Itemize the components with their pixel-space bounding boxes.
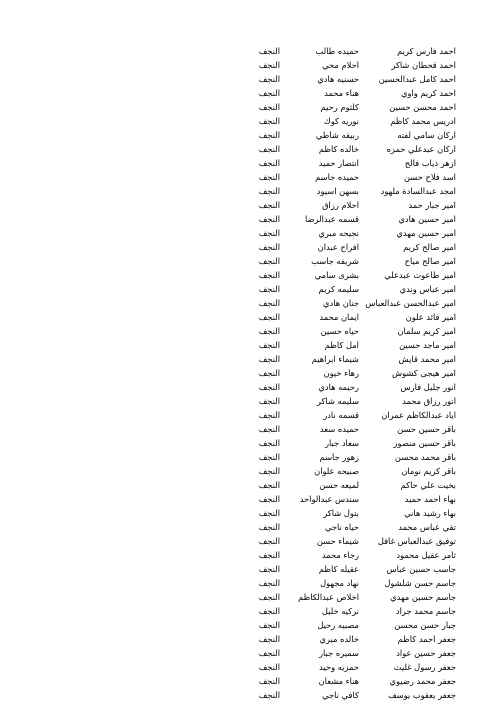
person-name: توفيق عبدالعباس غافل [377,536,456,546]
person-name: امجد عبدالسادة ملهود [380,186,456,196]
list-row [0,380,494,394]
mother-name: كلثوم رحيم [320,102,359,112]
list-row [0,86,494,100]
city-name: النجف [258,228,280,238]
list-row [0,436,494,450]
mother-name: قسمه نادر [323,410,359,420]
person-name: تقي عباس محمد [398,522,456,532]
person-name: جعفر محمد رضيوي [389,676,456,686]
mother-name: قسمه عبدالرضا [304,214,359,224]
mother-name: سليمه كريم [318,284,359,294]
list-row [0,520,494,534]
list-row [0,226,494,240]
person-name: امير حسين مهدي [396,228,456,238]
mother-name: ايمان محمد [319,312,359,322]
list-row [0,352,494,366]
mother-name: سميره جبار [319,648,359,658]
mother-name: زهور جاسم [319,452,359,462]
mother-name: شريفه جاسب [311,256,359,266]
person-name: جبار حسن محسن [394,620,456,630]
mother-name: حسنيه هادي [317,74,359,84]
city-name: النجف [258,284,280,294]
person-name: امير عبدالحسن عبدالعباس [365,298,456,308]
person-name: احمد قحطان شاكر [391,60,456,70]
mother-name: افراح عبدان [317,242,359,252]
person-name: احمد فارس كريم [397,46,456,56]
mother-name: انتصار حميد [318,158,359,168]
person-name: جعفر حسين عواد [396,648,456,658]
city-name: النجف [258,88,280,98]
person-name: امير حسين هادي [398,214,456,224]
mother-name: امل كاظم [324,340,359,350]
person-name: امير فائد علون [405,312,456,322]
city-name: النجف [258,242,280,252]
list-row [0,198,494,212]
list-row [0,604,494,618]
list-row [0,72,494,86]
city-name: النجف [258,452,280,462]
mother-name: رجاء محمد [321,550,359,560]
name-list [0,44,494,702]
city-name: النجف [258,550,280,560]
person-name: امير صالح كريم [403,242,456,252]
list-row [0,506,494,520]
mother-name: اخلاص عبدالكاظم [298,592,359,602]
person-name: انور جليل فارس [400,382,456,392]
mother-name: شيماء حسن [316,536,359,546]
person-name: جاسم حسين مهدي [390,592,456,602]
city-name: النجف [258,480,280,490]
list-row [0,422,494,436]
city-name: النجف [258,270,280,280]
person-name: احمد كريم واوي [400,88,456,98]
city-name: النجف [258,690,280,700]
city-name: النجف [258,326,280,336]
mother-name: بتول شاكر [323,508,359,518]
city-name: النجف [258,536,280,546]
list-row [0,142,494,156]
city-name: النجف [258,494,280,504]
city-name: النجف [258,298,280,308]
city-name: النجف [258,354,280,364]
mother-name: كافي ناجي [322,690,359,700]
mother-name: حمزيه وحيد [319,662,359,672]
person-name: امير ماجد حسين [399,340,456,350]
list-row [0,114,494,128]
list-row [0,618,494,632]
city-name: النجف [258,466,280,476]
mother-name: نجيحه مبري [318,228,359,238]
list-row [0,268,494,282]
list-row [0,688,494,702]
city-name: النجف [258,74,280,84]
person-name: امير عباس وندي [399,284,456,294]
city-name: النجف [258,340,280,350]
person-name: باقر حسين منصور [393,438,456,448]
mother-name: حميده طالب [315,46,359,56]
list-row [0,492,494,506]
person-name: جاسم محمد جراد [395,606,456,616]
city-name: النجف [258,578,280,588]
list-row [0,170,494,184]
person-name: جعفر احمد كاظم [397,634,456,644]
person-name: ثامر عقيل محمود [396,550,456,560]
city-name: النجف [258,634,280,644]
mother-name: بسهن اسيود [316,186,359,196]
mother-name: حميده سعد [319,424,359,434]
list-row [0,548,494,562]
list-row [0,338,494,352]
city-name: النجف [258,662,280,672]
list-row [0,632,494,646]
person-name: اياد عبدالكاظم عمران [381,410,456,420]
list-row [0,660,494,674]
person-name: امير صالح مياح [404,256,456,266]
list-row [0,562,494,576]
city-name: النجف [258,116,280,126]
person-name: باقر حسين حسن [397,424,456,434]
person-name: امير هيجى كشوش [391,368,456,378]
city-name: النجف [258,256,280,266]
city-name: النجف [258,214,280,224]
person-name: جعفر يعقوب يوسف [388,690,456,700]
person-name: ازهر ذياب فالح [404,158,456,168]
city-name: النجف [258,522,280,532]
list-row [0,646,494,660]
mother-name: احلام محي [322,60,359,70]
mother-name: هناء محمد [324,88,359,98]
mother-name: نهاد مجهول [320,578,359,588]
city-name: النجف [258,438,280,448]
city-name: النجف [258,592,280,602]
list-row [0,282,494,296]
list-row [0,324,494,338]
mother-name: حياه ناجي [324,522,359,532]
list-row [0,128,494,142]
mother-name: حميده جاسم [315,172,359,182]
person-name: ادريس محمد كاظم [390,116,456,126]
person-name: امير محمد قايش [398,354,456,364]
person-name: احمد محسن حسين [389,102,456,112]
mother-name: بشرى سامي [314,270,359,280]
mother-name: سندس عبدالواحد [299,494,359,504]
city-name: النجف [258,60,280,70]
mother-name: صبيحه علوان [314,466,359,476]
mother-name: سليمه شاكر [316,396,359,406]
list-row [0,534,494,548]
city-name: النجف [258,410,280,420]
person-name: بهاء احمد حميد [404,494,456,504]
city-name: النجف [258,676,280,686]
mother-name: شيماء ابراهيم [311,354,359,364]
city-name: النجف [258,382,280,392]
person-name: باقر كريم نومان [401,466,456,476]
city-name: النجف [258,102,280,112]
list-row [0,576,494,590]
list-row [0,464,494,478]
city-name: النجف [258,606,280,616]
list-row [0,450,494,464]
city-name: النجف [258,172,280,182]
person-name: اسد فلاح حسن [403,172,456,182]
person-name: اركان سامي لفته [397,130,456,140]
list-row [0,58,494,72]
list-row [0,240,494,254]
list-row [0,310,494,324]
city-name: النجف [258,186,280,196]
city-name: النجف [258,648,280,658]
list-row [0,44,494,58]
city-name: النجف [258,158,280,168]
list-row [0,394,494,408]
list-row [0,674,494,688]
city-name: النجف [258,424,280,434]
person-name: باقر محمد محسن [394,452,456,462]
person-name: امير جبار حمد [408,200,456,210]
person-name: امير كريم سلمان [397,326,456,336]
person-name: جعفر رسول غليث [393,662,456,672]
person-name: امير طاعوت عبدعلي [384,270,456,280]
mother-name: سعاد جبار [325,438,359,448]
city-name: النجف [258,564,280,574]
list-row [0,296,494,310]
mother-name: حياه حسين [320,326,359,336]
list-row [0,590,494,604]
mother-name: نركيه خليل [321,606,359,616]
person-name: جاسب حسين عباس [386,564,456,574]
city-name: النجف [258,46,280,56]
person-name: بخيت علي حاكم [400,480,456,490]
mother-name: عقيله كاظم [318,564,359,574]
list-row [0,408,494,422]
list-row [0,100,494,114]
list-row [0,212,494,226]
list-row [0,184,494,198]
list-row [0,366,494,380]
mother-name: خالده كاظم [318,144,359,154]
mother-name: جنان هادي [323,298,359,308]
list-row [0,478,494,492]
person-name: اركان عبدعلي حمزه [386,144,456,154]
list-row [0,156,494,170]
mother-name: خالده مبري [319,634,359,644]
person-name: احمد كامل عبدالحسين [378,74,456,84]
city-name: النجف [258,200,280,210]
city-name: النجف [258,312,280,322]
city-name: النجف [258,620,280,630]
mother-name: هناء مشعان [318,676,359,686]
mother-name: رحيمه هادي [318,382,359,392]
mother-name: مصبيه رحيل [317,620,359,630]
mother-name: نوريه كوك [323,116,359,126]
mother-name: لميعه حسن [319,480,359,490]
person-name: جاسم حسن شلشول [384,578,456,588]
city-name: النجف [258,130,280,140]
mother-name: رهاء خيون [323,368,359,378]
person-name: بهاء رشيد هاني [404,508,456,518]
list-row [0,254,494,268]
city-name: النجف [258,368,280,378]
city-name: النجف [258,144,280,154]
mother-name: ربيقه شاطي [315,130,359,140]
mother-name: احلام رزاق [322,200,359,210]
city-name: النجف [258,508,280,518]
person-name: انور رزاق محمد [402,396,456,406]
city-name: النجف [258,396,280,406]
